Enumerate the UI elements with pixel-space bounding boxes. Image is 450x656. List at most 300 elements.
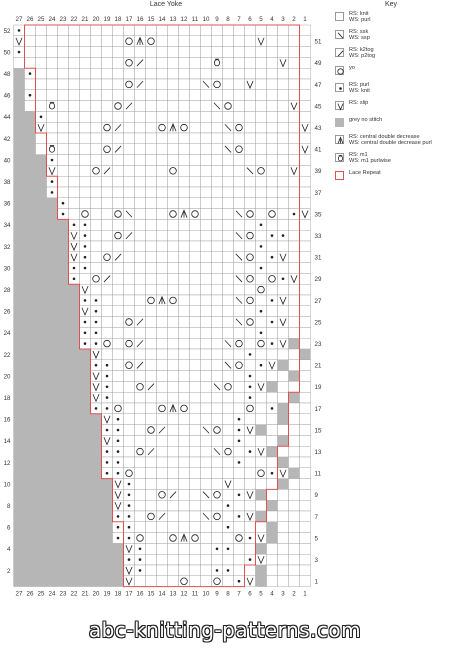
chart-cell-no-stitch xyxy=(14,327,25,338)
chart-cell-knit xyxy=(69,79,80,90)
chart-cell-knit xyxy=(124,241,135,252)
row-number-right: 17 xyxy=(314,405,322,413)
chart-cell-knit xyxy=(190,295,201,306)
chart-cell-knit xyxy=(157,392,168,403)
chart-cell-no-stitch xyxy=(14,252,25,263)
chart-cell-no-stitch xyxy=(14,522,25,533)
chart-cell-knit xyxy=(267,122,278,133)
stitch-purl xyxy=(106,472,109,475)
chart-cell-knit xyxy=(300,468,311,479)
chart-cell-no-stitch xyxy=(36,468,47,479)
chart-cell-knit xyxy=(168,500,179,511)
key-item-slip xyxy=(335,101,447,110)
chart-cell-no-stitch xyxy=(58,317,69,328)
stitch-purl xyxy=(128,558,131,561)
chart-cell-no-stitch xyxy=(25,155,36,166)
chart-cell-knit xyxy=(201,446,212,457)
chart-cell-knit xyxy=(135,435,146,446)
key-swatch-knit xyxy=(335,12,344,21)
key-label xyxy=(349,170,381,176)
chart-cell-yo xyxy=(124,468,135,479)
chart-cell-knit xyxy=(201,36,212,47)
chart-cell-knit xyxy=(190,500,201,511)
chart-cell-knit xyxy=(47,79,58,90)
chart-cell-no-stitch xyxy=(267,381,278,392)
chart-cell-no-stitch xyxy=(69,468,80,479)
row-number-left: 50 xyxy=(3,49,11,57)
chart-cell-no-stitch xyxy=(14,306,25,317)
chart-cell-no-stitch xyxy=(69,479,80,490)
chart-cell-knit xyxy=(135,371,146,382)
chart-cell-knit xyxy=(179,241,190,252)
chart-cell-no-stitch xyxy=(256,543,267,554)
chart-cell-no-stitch xyxy=(69,327,80,338)
chart-cell-knit xyxy=(135,425,146,436)
chart-cell-knit xyxy=(278,522,289,533)
stitch-purl xyxy=(40,116,43,119)
chart-cell-knit xyxy=(256,317,267,328)
chart-cell-no-stitch xyxy=(47,198,58,209)
chart-cell-no-stitch xyxy=(58,349,69,360)
chart-cell-no-stitch xyxy=(47,295,58,306)
chart-cell-knit xyxy=(212,176,223,187)
chart-cell-no-stitch xyxy=(91,414,102,425)
stitch-purl xyxy=(216,548,219,551)
chart-cell-knit xyxy=(267,111,278,122)
chart-cell-knit xyxy=(58,155,69,166)
chart-cell-knit xyxy=(80,187,91,198)
chart-cell-knit xyxy=(201,414,212,425)
chart-cell-knit xyxy=(234,479,245,490)
key-item-knit xyxy=(335,11,447,24)
chart-cell-knit xyxy=(278,176,289,187)
row-number-left: 42 xyxy=(3,135,11,143)
chart-cell-knit xyxy=(124,68,135,79)
chart-cell-no-stitch xyxy=(36,176,47,187)
column-number-top: 5 xyxy=(259,16,263,23)
chart-cell-yo xyxy=(124,338,135,349)
stitch-purl xyxy=(51,159,54,162)
key-label-line: WS: knit xyxy=(349,88,370,95)
chart-cell-knit xyxy=(234,306,245,317)
chart-cell-knit xyxy=(124,165,135,176)
chart-cell-knit xyxy=(212,209,223,220)
chart-cell-knit xyxy=(267,327,278,338)
chart-cell-knit xyxy=(223,403,234,414)
chart-cell-knit xyxy=(223,68,234,79)
stitch-purl xyxy=(128,504,131,507)
chart-cell-knit xyxy=(256,392,267,403)
chart-cell-knit xyxy=(69,57,80,68)
chart-cell-knit xyxy=(179,25,190,36)
chart-cell-no-stitch xyxy=(25,457,36,468)
chart-cell-knit xyxy=(168,317,179,328)
chart-cell-knit xyxy=(278,306,289,317)
chart-cell-no-stitch xyxy=(25,554,36,565)
stitch-purl xyxy=(227,548,230,551)
chart-cell-knit xyxy=(80,198,91,209)
chart-cell-knit xyxy=(300,306,311,317)
chart-cell-knit xyxy=(157,57,168,68)
chart-cell-no-stitch xyxy=(14,511,25,522)
chart-cell-knit xyxy=(223,25,234,36)
chart-cell-no-stitch xyxy=(14,155,25,166)
chart-cell-knit xyxy=(25,101,36,112)
chart-cell-knit xyxy=(102,79,113,90)
chart-cell-no-stitch xyxy=(58,338,69,349)
chart-cell-knit xyxy=(256,47,267,58)
stitch-purl xyxy=(271,321,274,324)
chart-cell-knit xyxy=(278,533,289,544)
chart-cell-knit xyxy=(157,36,168,47)
chart-cell-knit xyxy=(146,565,157,576)
chart-cell-knit xyxy=(157,349,168,360)
chart-cell-knit xyxy=(36,101,47,112)
chart-cell-knit xyxy=(69,101,80,112)
chart-cell-knit xyxy=(80,57,91,68)
chart-cell-no-stitch xyxy=(14,446,25,457)
chart-cell-no-stitch xyxy=(47,349,58,360)
key-label xyxy=(349,29,370,42)
chart-cell-knit xyxy=(212,155,223,166)
column-number-top: 16 xyxy=(136,16,144,23)
chart-cell-knit xyxy=(157,565,168,576)
row-number-left: 28 xyxy=(3,286,11,294)
chart-cell-no-stitch xyxy=(14,317,25,328)
chart-cell-knit xyxy=(102,306,113,317)
chart-cell-knit xyxy=(201,349,212,360)
chart-cell-no-stitch xyxy=(14,371,25,382)
stitch-purl xyxy=(249,558,252,561)
stitch-purl xyxy=(95,332,98,335)
chart-cell-knit xyxy=(146,317,157,328)
chart-cell-no-stitch xyxy=(80,392,91,403)
chart-cell-knit xyxy=(234,327,245,338)
chart-cell-yo xyxy=(212,79,223,90)
chart-cell-knit xyxy=(201,187,212,198)
chart-cell-knit xyxy=(168,90,179,101)
chart-cell-knit xyxy=(278,79,289,90)
chart-cell-knit xyxy=(168,68,179,79)
key-item-cdd xyxy=(335,134,447,147)
chart-cell-knit xyxy=(234,47,245,58)
chart-cell-no-stitch xyxy=(47,306,58,317)
chart-cell-yo xyxy=(234,338,245,349)
chart-cell-knit xyxy=(168,230,179,241)
stitch-purl xyxy=(95,364,98,367)
column-number-bottom: 3 xyxy=(281,590,285,598)
chart-cell-knit xyxy=(135,327,146,338)
chart-cell-no-stitch xyxy=(58,543,69,554)
chart-cell-knit xyxy=(36,79,47,90)
chart-cell-yo xyxy=(113,403,124,414)
chart-cell-knit xyxy=(212,273,223,284)
chart-cell-no-stitch xyxy=(58,468,69,479)
chart-cell-knit xyxy=(300,230,311,241)
chart-cell-knit xyxy=(223,36,234,47)
chart-cell-knit xyxy=(58,36,69,47)
chart-cell-no-stitch xyxy=(25,198,36,209)
chart-cell-knit xyxy=(80,133,91,144)
chart-cell-knit xyxy=(201,241,212,252)
chart-cell-knit xyxy=(212,241,223,252)
chart-cell-knit xyxy=(157,576,168,587)
chart-cell-knit xyxy=(245,155,256,166)
row-number-right: 37 xyxy=(314,189,322,197)
chart-cell-knit xyxy=(69,176,80,187)
stitch-purl xyxy=(18,29,21,32)
chart-cell-knit xyxy=(223,273,234,284)
chart-cell-knit xyxy=(146,392,157,403)
stitch-purl xyxy=(106,450,109,453)
chart-cell-knit xyxy=(256,414,267,425)
chart-cell-knit xyxy=(146,327,157,338)
chart-cell-no-stitch xyxy=(25,403,36,414)
chart-cell-knit xyxy=(113,295,124,306)
chart-cell-no-stitch xyxy=(113,543,124,554)
chart-cell-knit xyxy=(300,25,311,36)
chart-cell-knit xyxy=(278,554,289,565)
chart-cell-knit xyxy=(146,230,157,241)
stitch-purl xyxy=(117,429,120,432)
chart-cell-knit xyxy=(201,295,212,306)
chart-cell-knit xyxy=(168,47,179,58)
chart-cell-knit xyxy=(267,457,278,468)
chart-cell-knit xyxy=(69,144,80,155)
chart-cell-no-stitch xyxy=(47,576,58,587)
chart-cell-knit xyxy=(179,543,190,554)
chart-cell-yo xyxy=(124,79,135,90)
chart-cell-knit xyxy=(289,511,300,522)
chart-cell-no-stitch xyxy=(47,360,58,371)
m1-icon xyxy=(336,154,345,163)
chart-cell-knit xyxy=(212,219,223,230)
chart-cell-knit xyxy=(300,327,311,338)
chart-cell-knit xyxy=(278,543,289,554)
chart-cell-no-stitch xyxy=(102,543,113,554)
chart-cell-no-stitch xyxy=(25,273,36,284)
chart-cell-knit xyxy=(102,327,113,338)
row-number-left: 2 xyxy=(7,567,11,575)
chart-cell-knit xyxy=(300,522,311,533)
chart-cell-knit xyxy=(179,36,190,47)
chart-cell-knit xyxy=(278,381,289,392)
column-number-bottom: 10 xyxy=(202,590,210,598)
chart-cell-no-stitch xyxy=(256,511,267,522)
stitch-purl xyxy=(117,526,120,529)
chart-cell-no-stitch xyxy=(14,576,25,587)
chart-cell-no-stitch xyxy=(267,446,278,457)
chart-cell-knit xyxy=(278,111,289,122)
stitch-purl xyxy=(249,353,252,356)
chart-cell-no-stitch xyxy=(80,349,91,360)
chart-cell-knit xyxy=(146,155,157,166)
chart-cell-yo xyxy=(179,576,190,587)
chart-cell-no-stitch xyxy=(58,511,69,522)
chart-cell-no-stitch xyxy=(47,543,58,554)
chart-cell-no-stitch xyxy=(91,565,102,576)
chart-cell-no-stitch xyxy=(69,500,80,511)
chart-cell-knit xyxy=(135,511,146,522)
key-legend xyxy=(335,12,447,188)
column-number-bottom: 20 xyxy=(92,590,100,598)
chart-cell-knit xyxy=(234,522,245,533)
chart-cell-knit xyxy=(201,122,212,133)
chart-cell-knit xyxy=(157,155,168,166)
key-label-line: grey no stitch xyxy=(349,117,383,123)
chart-cell-knit xyxy=(157,165,168,176)
stitch-purl xyxy=(139,569,142,572)
chart-cell-yo xyxy=(245,317,256,328)
chart-cell-knit xyxy=(168,187,179,198)
chart-cell-knit xyxy=(113,306,124,317)
column-number-bottom: 13 xyxy=(169,590,177,598)
chart-cell-no-stitch xyxy=(47,284,58,295)
chart-cell-knit xyxy=(256,122,267,133)
row-number-left: 38 xyxy=(3,178,11,186)
stitch-purl xyxy=(238,494,241,497)
chart-cell-knit xyxy=(300,565,311,576)
chart-cell-knit xyxy=(289,522,300,533)
chart-cell-knit xyxy=(300,479,311,490)
chart-cell-knit xyxy=(124,284,135,295)
chart-cell-knit xyxy=(91,47,102,58)
chart-cell-no-stitch xyxy=(58,381,69,392)
key-swatch-m1 xyxy=(335,153,344,162)
chart-cell-no-stitch xyxy=(69,284,80,295)
chart-cell-yo xyxy=(190,209,201,220)
chart-cell-no-stitch xyxy=(58,371,69,382)
chart-cell-knit xyxy=(190,36,201,47)
chart-cell-no-stitch xyxy=(47,489,58,500)
chart-cell-knit xyxy=(201,522,212,533)
chart-cell-knit xyxy=(157,25,168,36)
column-number-top: 25 xyxy=(37,16,45,23)
chart-cell-knit xyxy=(168,511,179,522)
stitch-purl xyxy=(227,526,230,529)
chart-cell-knit xyxy=(102,209,113,220)
chart-cell-knit xyxy=(102,155,113,166)
stitch-purl xyxy=(271,299,274,302)
chart-cell-yo xyxy=(245,230,256,241)
chart-cell-no-stitch xyxy=(14,533,25,544)
chart-cell-knit xyxy=(91,263,102,274)
chart-cell-no-stitch xyxy=(256,489,267,500)
chart-cell-knit xyxy=(201,273,212,284)
chart-cell-knit xyxy=(146,79,157,90)
chart-cell-knit xyxy=(201,252,212,263)
chart-cell-knit xyxy=(190,252,201,263)
row-number-left: 34 xyxy=(3,222,11,230)
chart-cell-knit xyxy=(69,25,80,36)
chart-cell-knit xyxy=(47,68,58,79)
chart-cell-knit xyxy=(157,457,168,468)
chart-cell-no-stitch xyxy=(91,500,102,511)
chart-cell-knit xyxy=(91,144,102,155)
chart-cell-knit xyxy=(267,133,278,144)
chart-cell-knit xyxy=(190,187,201,198)
chart-cell-knit xyxy=(223,209,234,220)
chart-cell-no-stitch xyxy=(47,414,58,425)
chart-cell-knit xyxy=(245,122,256,133)
column-number-top: 19 xyxy=(103,16,111,23)
chart-cell-no-stitch xyxy=(25,219,36,230)
chart-cell-yo xyxy=(245,295,256,306)
chart-cell-knit xyxy=(179,371,190,382)
key-label-line: RS: purl xyxy=(349,82,370,88)
chart-cell-knit xyxy=(267,144,278,155)
chart-cell-knit xyxy=(168,57,179,68)
chart-cell-knit xyxy=(179,230,190,241)
chart-cell-knit xyxy=(102,219,113,230)
chart-cell-no-stitch xyxy=(36,252,47,263)
chart-cell-knit xyxy=(223,176,234,187)
chart-cell-knit xyxy=(223,317,234,328)
chart-cell-knit xyxy=(179,360,190,371)
chart-cell-knit xyxy=(91,241,102,252)
chart-cell-knit xyxy=(25,25,36,36)
chart-cell-knit xyxy=(267,554,278,565)
chart-cell-knit xyxy=(113,360,124,371)
chart-cell-no-stitch xyxy=(69,543,80,554)
chart-cell-knit xyxy=(245,435,256,446)
chart-cell-knit xyxy=(157,241,168,252)
chart-cell-no-stitch xyxy=(25,533,36,544)
key-label xyxy=(349,47,375,60)
chart-cell-knit xyxy=(179,79,190,90)
chart-cell-knit xyxy=(80,273,91,284)
chart-cell-yo xyxy=(124,36,135,47)
chart-cell-knit xyxy=(168,371,179,382)
chart-cell-knit xyxy=(80,144,91,155)
row-number-right: 7 xyxy=(314,513,318,521)
chart-cell-knit xyxy=(146,576,157,587)
chart-cell-knit xyxy=(135,230,146,241)
chart-cell-knit xyxy=(190,403,201,414)
chart-cell-knit xyxy=(135,468,146,479)
chart-cell-knit xyxy=(201,554,212,565)
chart-cell-knit xyxy=(135,489,146,500)
chart-cell-knit xyxy=(201,165,212,176)
chart-cell-knit xyxy=(146,176,157,187)
chart-cell-knit xyxy=(190,101,201,112)
chart-cell-knit xyxy=(113,317,124,328)
chart-cell-no-stitch xyxy=(69,533,80,544)
slip-icon xyxy=(336,102,345,111)
chart-cell-no-stitch xyxy=(58,522,69,533)
chart-cell-no-stitch xyxy=(25,414,36,425)
chart-cell-knit xyxy=(300,219,311,230)
chart-cell-knit xyxy=(102,47,113,58)
chart-cell-knit xyxy=(91,57,102,68)
chart-cell-knit xyxy=(168,576,179,587)
column-number-bottom: 2 xyxy=(292,590,296,598)
chart-cell-knit xyxy=(179,522,190,533)
chart-cell-no-stitch xyxy=(80,414,91,425)
chart-cell-knit xyxy=(201,403,212,414)
chart-cell-knit xyxy=(113,47,124,58)
chart-cell-knit xyxy=(91,90,102,101)
chart-cell-knit xyxy=(245,90,256,101)
chart-cell-knit xyxy=(91,209,102,220)
chart-cell-knit xyxy=(25,57,36,68)
chart-cell-knit xyxy=(190,25,201,36)
chart-cell-no-stitch xyxy=(14,381,25,392)
stitch-purl xyxy=(227,504,230,507)
chart-cell-knit xyxy=(201,155,212,166)
chart-cell-knit xyxy=(102,198,113,209)
chart-cell-knit xyxy=(234,554,245,565)
